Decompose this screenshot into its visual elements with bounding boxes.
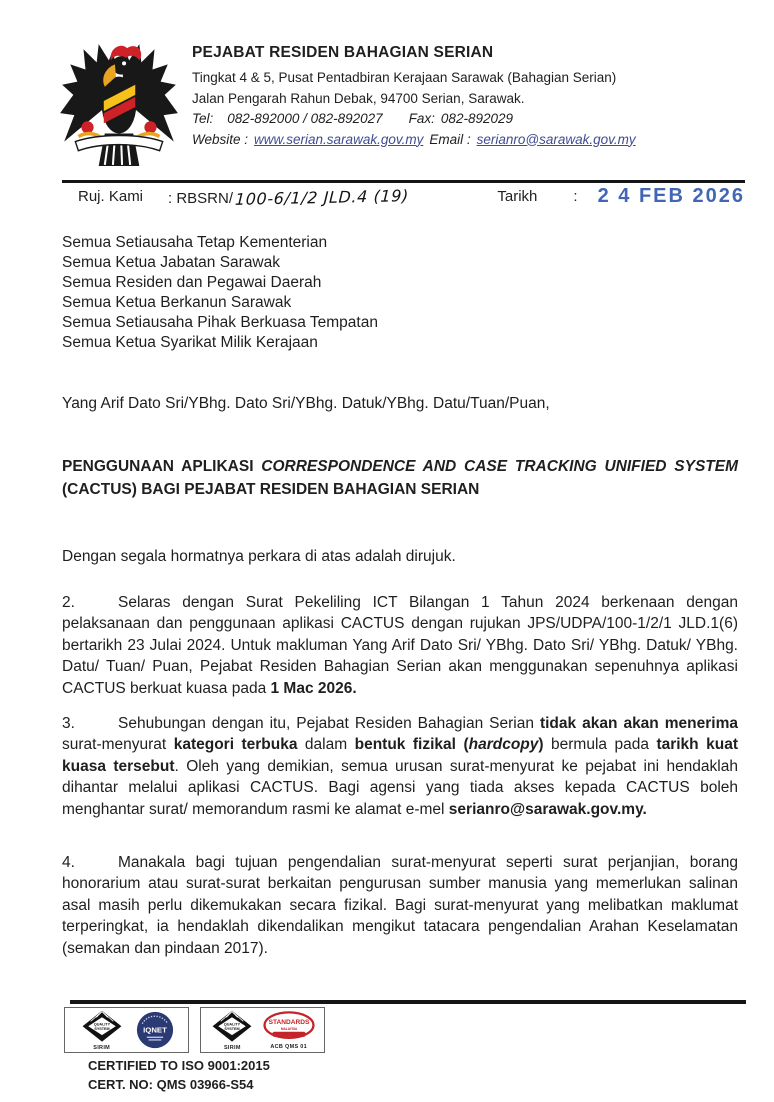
ref-label: Ruj. Kami [78, 188, 144, 205]
date-stamp: 2 4 FEB 2026 [597, 185, 745, 207]
paragraph-number: 4. [62, 853, 75, 871]
reference-row [78, 185, 745, 209]
body-paragraph-3: 3. Sehubungan dengan itu, Pejabat Residen Bahagian Serian tidak akan akan menerima surat-menyurat kategori terbuka dalam bentuk fizikal (hardcopy) bermula pada tarikh kuat kuasa tersebut. Oleh yang demikian, semua urusan surat-menyurat ke pejabat ini hendaklah dihantar melalui aplikasi CACTUS. Bagi agensi yang tiada akses kepada CACTUS boleh menghantar surat/ memorandum rasmi ke alamat e-mel serianro@sarawak.gov.my. [62, 714, 738, 818]
acb-qms-label: ACB QMS 01 [270, 1043, 307, 1050]
fax-value: 082-892029 [440, 111, 513, 126]
website-label: Website : [192, 131, 249, 147]
recipient-line: Semua Ketua Berkanun Sarawak [62, 294, 292, 311]
office-name: PEJABAT RESIDEN BAHAGIAN SERIAN [192, 44, 494, 61]
footer-divider-rule [70, 1000, 746, 1004]
date-group [497, 185, 745, 207]
email-label: Email : [429, 131, 471, 147]
body-paragraph-1: Dengan segala hormatnya perkara di atas adalah dirujuk. [62, 547, 456, 565]
iqnet-badge [136, 1011, 174, 1049]
iqnet-circle-icon [136, 1011, 174, 1049]
svg-text:QUALITY: QUALITY [224, 1021, 241, 1026]
sirim-badge [79, 1010, 125, 1051]
paragraph-number: 3. [62, 714, 75, 732]
website-email-line [192, 130, 636, 151]
iso-certification-text [88, 1056, 270, 1094]
svg-text:STANDARDS: STANDARDS [268, 1018, 310, 1026]
sirim-standards-badge-box [200, 1007, 325, 1053]
standards-malaysia-oval-icon [262, 1011, 316, 1043]
recipient-line: Semua Setiausaha Tetap Kementerian [62, 234, 328, 251]
tel-label: Tel: [192, 111, 214, 126]
sirim-label: SIRIM [223, 1044, 241, 1051]
date-colon: : [573, 188, 578, 205]
sirim-label: SIRIM [93, 1044, 111, 1051]
cert-line-1: CERTIFIED TO ISO 9001:2015 [88, 1058, 270, 1073]
body-paragraph-4: 4. Manakala bagi tujuan pengendalian surat-menyurat seperti surat perjanjian, borang honorarium atau surat-surat berkaitan pengurusan sumber manusia yang memerlukan salinan asal masih perlu dikemukakan secara fizikal. Bagi surat-menyurat yang melibatkan maklumat terperingkat, ia hendaklah dikendalikan mengikut tatacara pengendalian Arahan Keselamatan (semakan dan pindaan 2017). [62, 853, 738, 957]
recipient-line: Semua Ketua Jabatan Sarawak [62, 254, 280, 271]
fax-label: Fax: [408, 111, 435, 126]
email-link[interactable]: serianro@sarawak.gov.my [476, 131, 636, 147]
address-line-2: Jalan Pengarah Rahun Debak, 94700 Serian, Sarawak. [192, 90, 525, 106]
cert-line-2: CERT. NO: QMS 03966-S54 [88, 1077, 254, 1092]
recipients-list [62, 233, 378, 353]
body-paragraph-2: 2. Selaras dengan Surat Pekeliling ICT Bilangan 1 Tahun 2024 berkenaan dengan pelaksanaan dan penggunaan aplikasi CACTUS dengan rujukan JPS/UDPA/100-1/2/1 JLD.1(6) bertarikh 23 Julai 2024. Untuk makluman Yang Arif Dato Sri/ YBhg. Dato Sri/ YBhg. Datuk/ YBhg. Datu/ Tuan/ Puan, Pejabat Residen Bahagian Serian akan menggunakan sepenuhnya aplikasi CACTUS berkuat kuasa pada 1 Mac 2026. [62, 593, 738, 697]
sirim-diamond-icon [209, 1010, 255, 1044]
salutation: Yang Arif Dato Sri/YBhg. Dato Sri/YBhg. Datuk/YBhg. Datu/Tuan/Puan, [62, 395, 550, 412]
svg-text:SYSTEM: SYSTEM [94, 1026, 110, 1031]
ref-value [168, 188, 497, 207]
subject-title: PENGGUNAAN APLIKASI CORRESPONDENCE AND CASE TRACKING UNIFIED SYSTEM (CACTUS) BAGI PEJABAT RESIDEN BAHAGIAN SERIAN [62, 458, 739, 498]
svg-text:SYSTEM: SYSTEM [224, 1026, 240, 1031]
svg-text:IQNET: IQNET [143, 1025, 168, 1035]
sirim-diamond-icon [79, 1010, 125, 1044]
tel-fax-line [192, 109, 636, 130]
recipient-line: Semua Residen dan Pegawai Daerah [62, 274, 322, 291]
ref-printed-prefix: : RBSRN/ [168, 190, 234, 207]
sarawak-coat-of-arms-logo [58, 36, 180, 170]
paragraph-number: 2. [62, 593, 75, 611]
ref-handwritten-number: 100-6/1/2 JLD.4 (19) [234, 186, 410, 209]
website-link[interactable]: www.serian.sarawak.gov.my [254, 131, 424, 147]
sirim-iqnet-badge-box [64, 1007, 189, 1053]
recipient-line: Semua Setiausaha Pihak Berkuasa Tempatan [62, 314, 378, 331]
certification-badges [64, 1007, 325, 1053]
hornbill-crest-icon [58, 36, 180, 170]
tel-value: 082-892000 / 082-892027 [227, 111, 383, 126]
recipient-line: Semua Ketua Syarikat Milik Kerajaan [62, 334, 318, 351]
letterhead-divider-rule [62, 180, 745, 183]
svg-text:QUALITY: QUALITY [93, 1021, 110, 1026]
letterhead-text [192, 36, 636, 150]
standards-malaysia-badge [262, 1011, 316, 1050]
address-line-1: Tingkat 4 & 5, Pusat Pentadbiran Kerajaan Sarawak (Bahagian Serian) [192, 70, 617, 85]
letterhead [58, 36, 636, 170]
date-label: Tarikh [497, 188, 538, 205]
sirim-badge-2 [209, 1010, 255, 1051]
svg-text:MALAYSIA: MALAYSIA [280, 1026, 297, 1031]
